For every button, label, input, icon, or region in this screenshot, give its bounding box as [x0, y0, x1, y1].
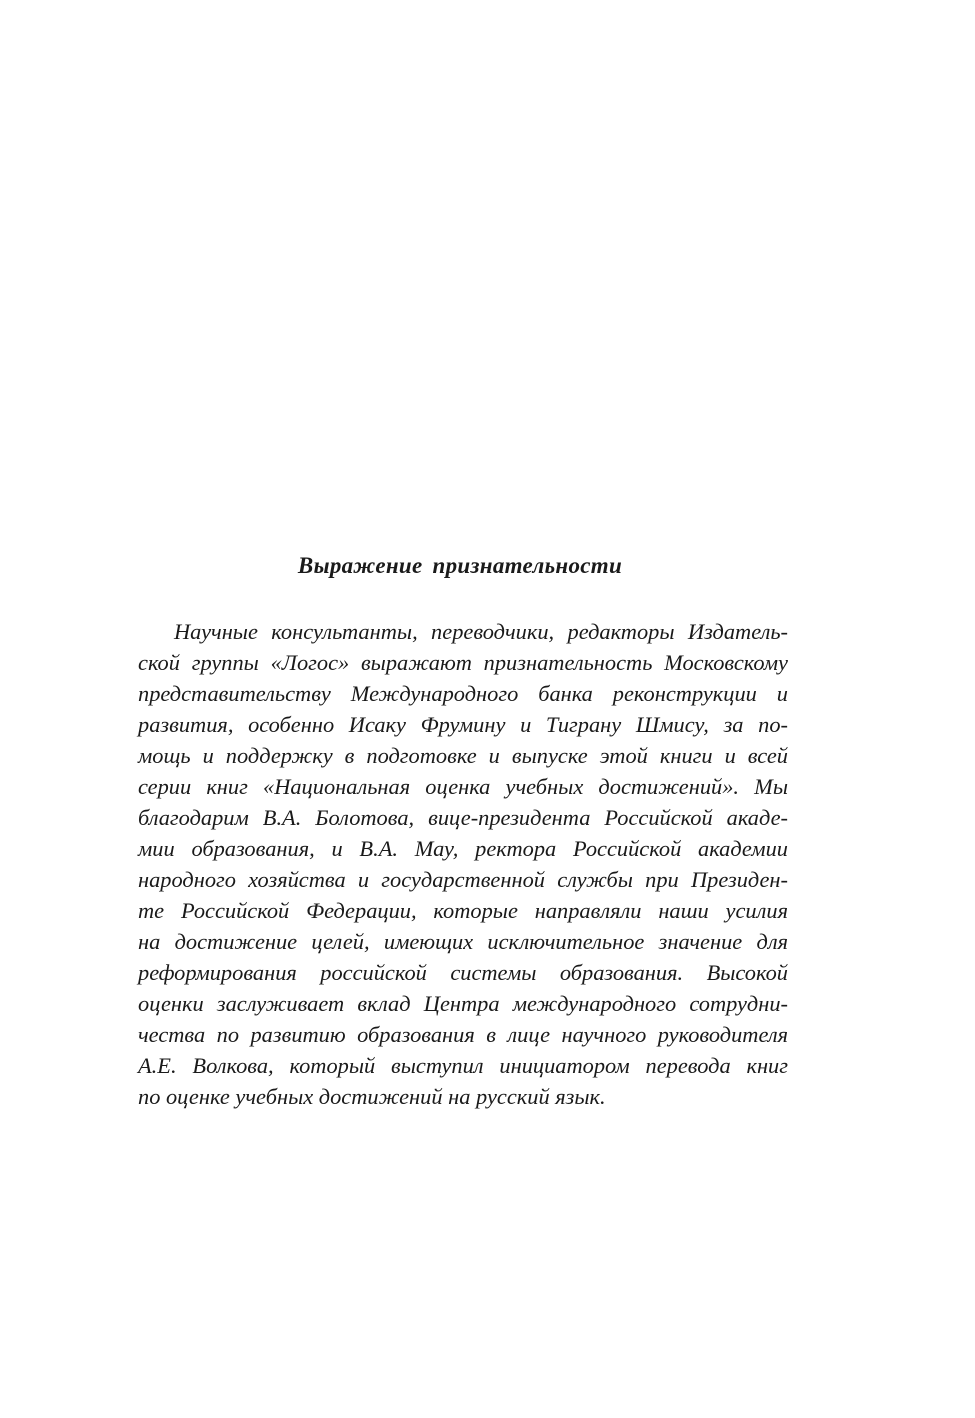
page-heading: Выражение признательности: [297, 553, 623, 578]
paragraph-line: мощь и поддержку в подготовке и выпуске этой книги и всей: [138, 743, 788, 768]
paragraph-line: мии образования, и В.А. Мау, ректора Российской академии: [138, 836, 788, 861]
paragraph-line: на достижение целей, имеющих исключительное значение для: [138, 929, 788, 954]
paragraph-line: ской группы «Логос» выражают признательность Московскому: [138, 650, 788, 675]
paragraph-line: реформирования российской системы образования. Высокой: [138, 960, 788, 985]
acknowledgement-paragraph: [138, 616, 788, 1112]
paragraph-line: по оценке учебных достижений на русский язык.: [138, 1084, 606, 1109]
paragraph-line: Научные консультанты, переводчики, редакторы Издатель-: [174, 619, 788, 644]
paragraph-line: серии книг «Национальная оценка учебных достижений». Мы: [138, 774, 788, 799]
paragraph-line: те Российской Федерации, которые направляли наши усилия: [138, 898, 788, 923]
paragraph-line: чества по развитию образования в лице научного руководителя: [138, 1022, 788, 1047]
paragraph-line: А.Е. Волкова, который выступил инициатором перевода книг: [138, 1053, 788, 1078]
paragraph-line: развития, особенно Исаку Фрумину и Тиграну Шмису, за по-: [138, 712, 788, 737]
paragraph-line: оценки заслуживает вклад Центра международного сотрудни-: [138, 991, 788, 1016]
paragraph-line: представительству Международного банка реконструкции и: [138, 681, 788, 706]
paragraph-line: благодарим В.А. Болотова, вице-президента Российской акаде-: [138, 805, 788, 830]
paragraph-line: народного хозяйства и государственной службы при Президен-: [138, 867, 788, 892]
